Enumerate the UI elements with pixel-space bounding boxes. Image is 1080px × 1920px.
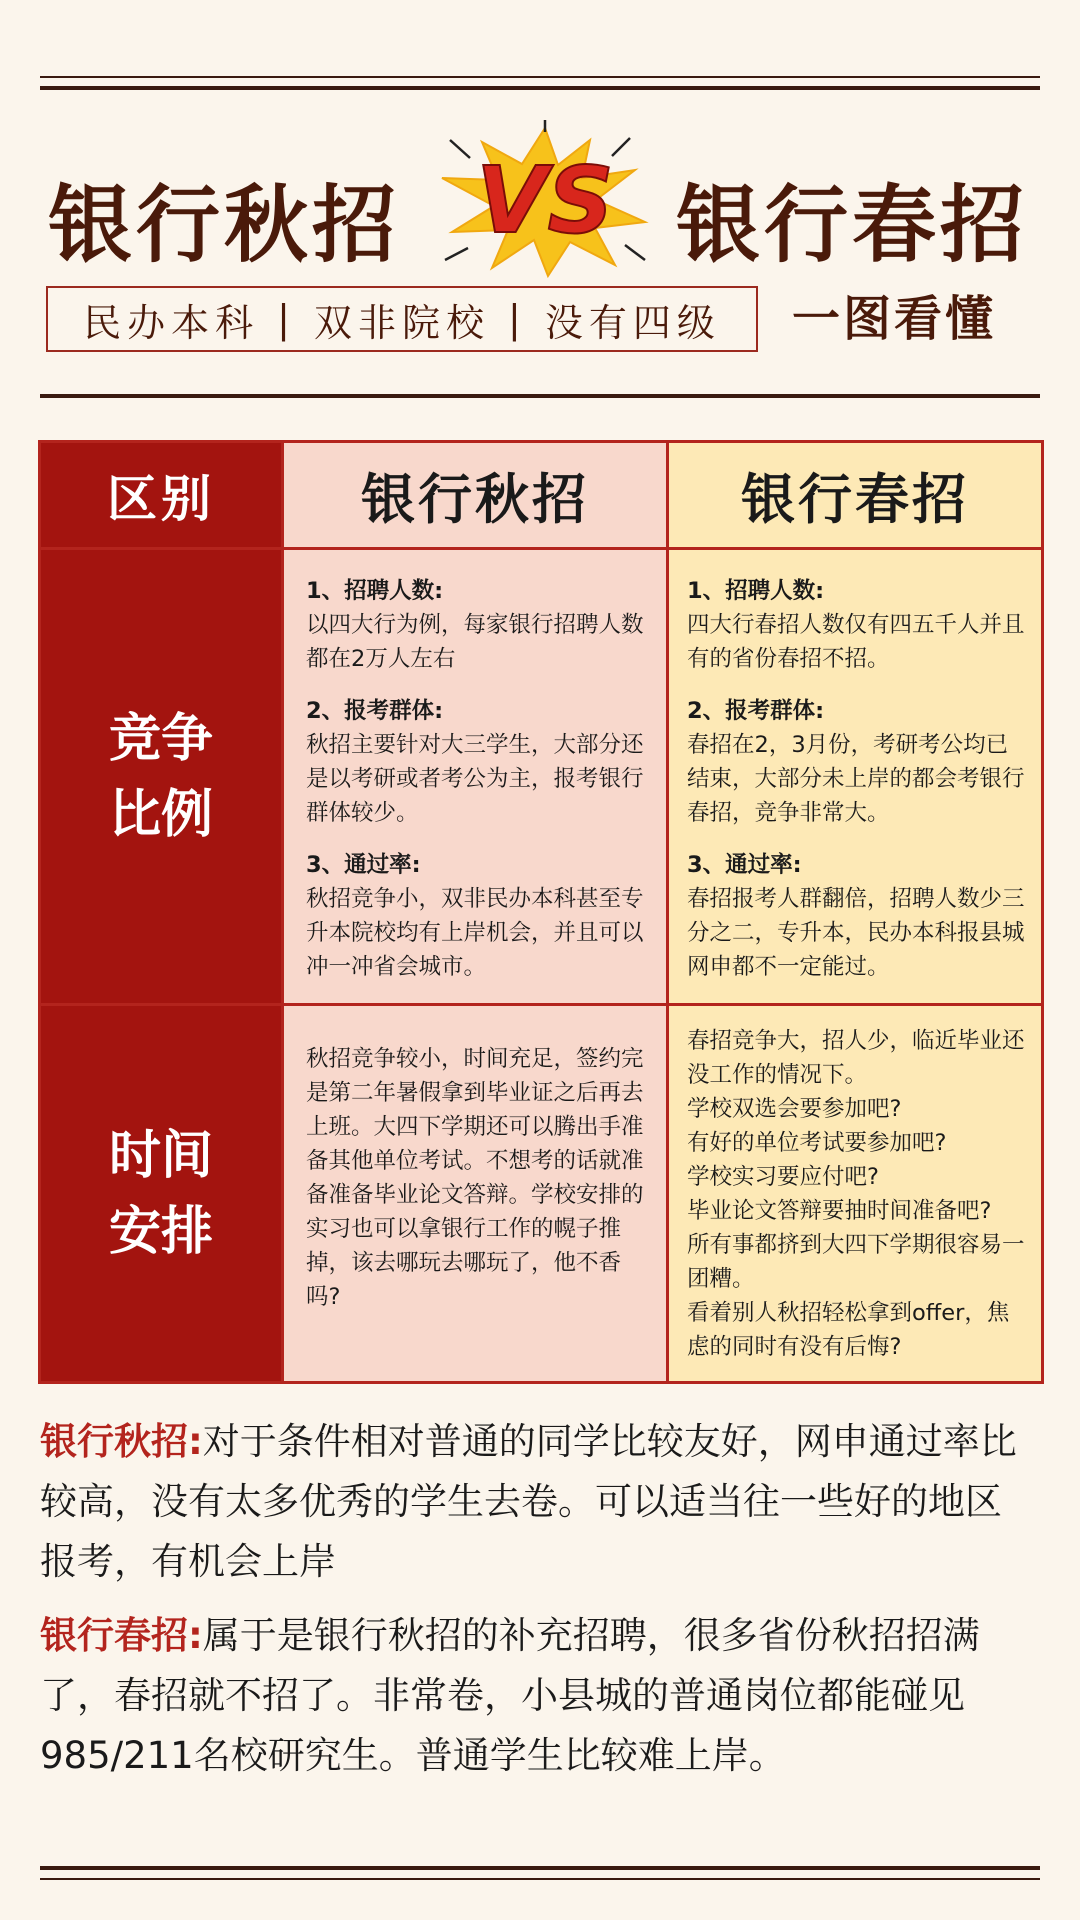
section: [306, 574, 648, 676]
subtitle: 一图看懂: [792, 291, 997, 347]
cell-autumn-competition: [281, 547, 666, 1003]
tag-separator-1: |: [277, 297, 296, 341]
comparison-table: [38, 440, 1044, 1384]
cell-autumn-schedule: [281, 1003, 666, 1381]
tag-box: [46, 286, 758, 352]
header-col-label: 区别: [41, 443, 281, 547]
bottom-rule-1: [40, 1866, 1040, 1870]
cell-spring-schedule: [666, 1003, 1041, 1381]
top-rule-2: [40, 86, 1040, 90]
section-heading: 3、通过率:: [306, 852, 421, 878]
schedule-line: 所有事都挤到大四下学期很容易一团糟。: [687, 1232, 1025, 1292]
section: [306, 694, 648, 830]
title-autumn: 银行秋招: [48, 176, 401, 274]
section: [306, 848, 648, 984]
section: [687, 848, 1027, 984]
top-rule-1: [40, 76, 1040, 78]
schedule-line: 学校双选会要参加吧?: [687, 1096, 902, 1122]
summary-spring-text: 属于是银行秋招的补充招聘，很多省份秋招招满了，春招就不招了。非常卷，小县城的普通岗位都能碰见985/211名校研究生。普通学生比较难上岸。: [40, 1614, 980, 1777]
mid-rule: [40, 394, 1040, 398]
schedule-list: [687, 1024, 1027, 1364]
tag-separator-2: |: [508, 297, 527, 341]
tag-3: 没有四级: [544, 300, 721, 345]
vs-text: VS: [476, 147, 614, 254]
schedule-line: 春招竞争大，招人少，临近毕业还没工作的情况下。: [687, 1028, 1025, 1088]
section-text: 秋招竞争小，双非民办本科甚至专升本院校均有上岸机会，并且可以冲一冲省会城市。: [306, 886, 644, 980]
row-label-line: 竞争: [108, 708, 213, 769]
vs-burst-icon: [430, 120, 660, 280]
section-text: 以四大行为例，每家银行招聘人数都在2万人左右: [306, 612, 644, 672]
section-text: 春招报考人群翻倍，招聘人数少三分之二，专升本，民办本科报县城网申都不一定能过。: [687, 886, 1025, 980]
schedule-line: 看着别人秋招轻松拿到offer，焦虑的同时有没有后悔?: [687, 1300, 1010, 1360]
summary-autumn-text: 对于条件相对普通的同学比较友好，网申通过率比较高，没有太多优秀的学生去卷。可以适当往一些好的地区报考，有机会上岸: [40, 1420, 1017, 1583]
header-col-spring: 银行春招: [666, 443, 1041, 547]
summary-autumn: [40, 1412, 1030, 1592]
summary-spring: [40, 1606, 1030, 1786]
section-heading: 2、报考群体:: [306, 698, 444, 724]
section: [687, 694, 1027, 830]
summary-spring-label: 银行春招:: [40, 1614, 203, 1657]
section-heading: 2、报考群体:: [687, 698, 825, 724]
schedule-line: 学校实习要应付吧?: [687, 1164, 879, 1190]
row-label-schedule: [41, 1003, 281, 1381]
schedule-line: 有好的单位考试要参加吧?: [687, 1130, 947, 1156]
bottom-rule-2: [40, 1878, 1040, 1880]
schedule-text: 秋招竞争较小，时间充足，签约完是第二年暑假拿到毕业证之后再去上班。大四下学期还可以腾出手准备其他单位考试。不想考的话就准备准备毕业论文答辩。学校安排的实习也可以拿银行工作的幌子推掉，该去哪玩去哪玩了，他不香吗?: [306, 1046, 644, 1310]
tag-2: 双非院校: [313, 300, 490, 345]
section-text: 秋招主要针对大三学生，大部分还是以考研或者考公为主，报考银行群体较少。: [306, 732, 644, 826]
section-heading: 1、招聘人数:: [687, 578, 825, 604]
header-col-autumn: 银行秋招: [281, 443, 666, 547]
section-text: 春招在2，3月份，考研考公均已结束，大部分未上岸的都会考银行春招，竞争非常大。: [687, 732, 1025, 826]
tag-1: 民办本科: [83, 300, 260, 345]
section-heading: 3、通过率:: [687, 852, 802, 878]
schedule-line: 毕业论文答辩要抽时间准备吧?: [687, 1198, 992, 1224]
section: [687, 574, 1027, 676]
row-label-line: 比例: [108, 784, 213, 845]
title-spring: 银行春招: [676, 176, 1029, 274]
section-heading: 1、招聘人数:: [306, 578, 444, 604]
row-label-line: 时间: [108, 1125, 213, 1186]
section-text: 四大行春招人数仅有四五千人并且有的省份春招不招。: [687, 612, 1025, 672]
row-label-competition: [41, 547, 281, 1003]
row-label-line: 安排: [108, 1201, 213, 1262]
summary-autumn-label: 银行秋招:: [40, 1420, 203, 1463]
cell-spring-competition: [666, 547, 1041, 1003]
